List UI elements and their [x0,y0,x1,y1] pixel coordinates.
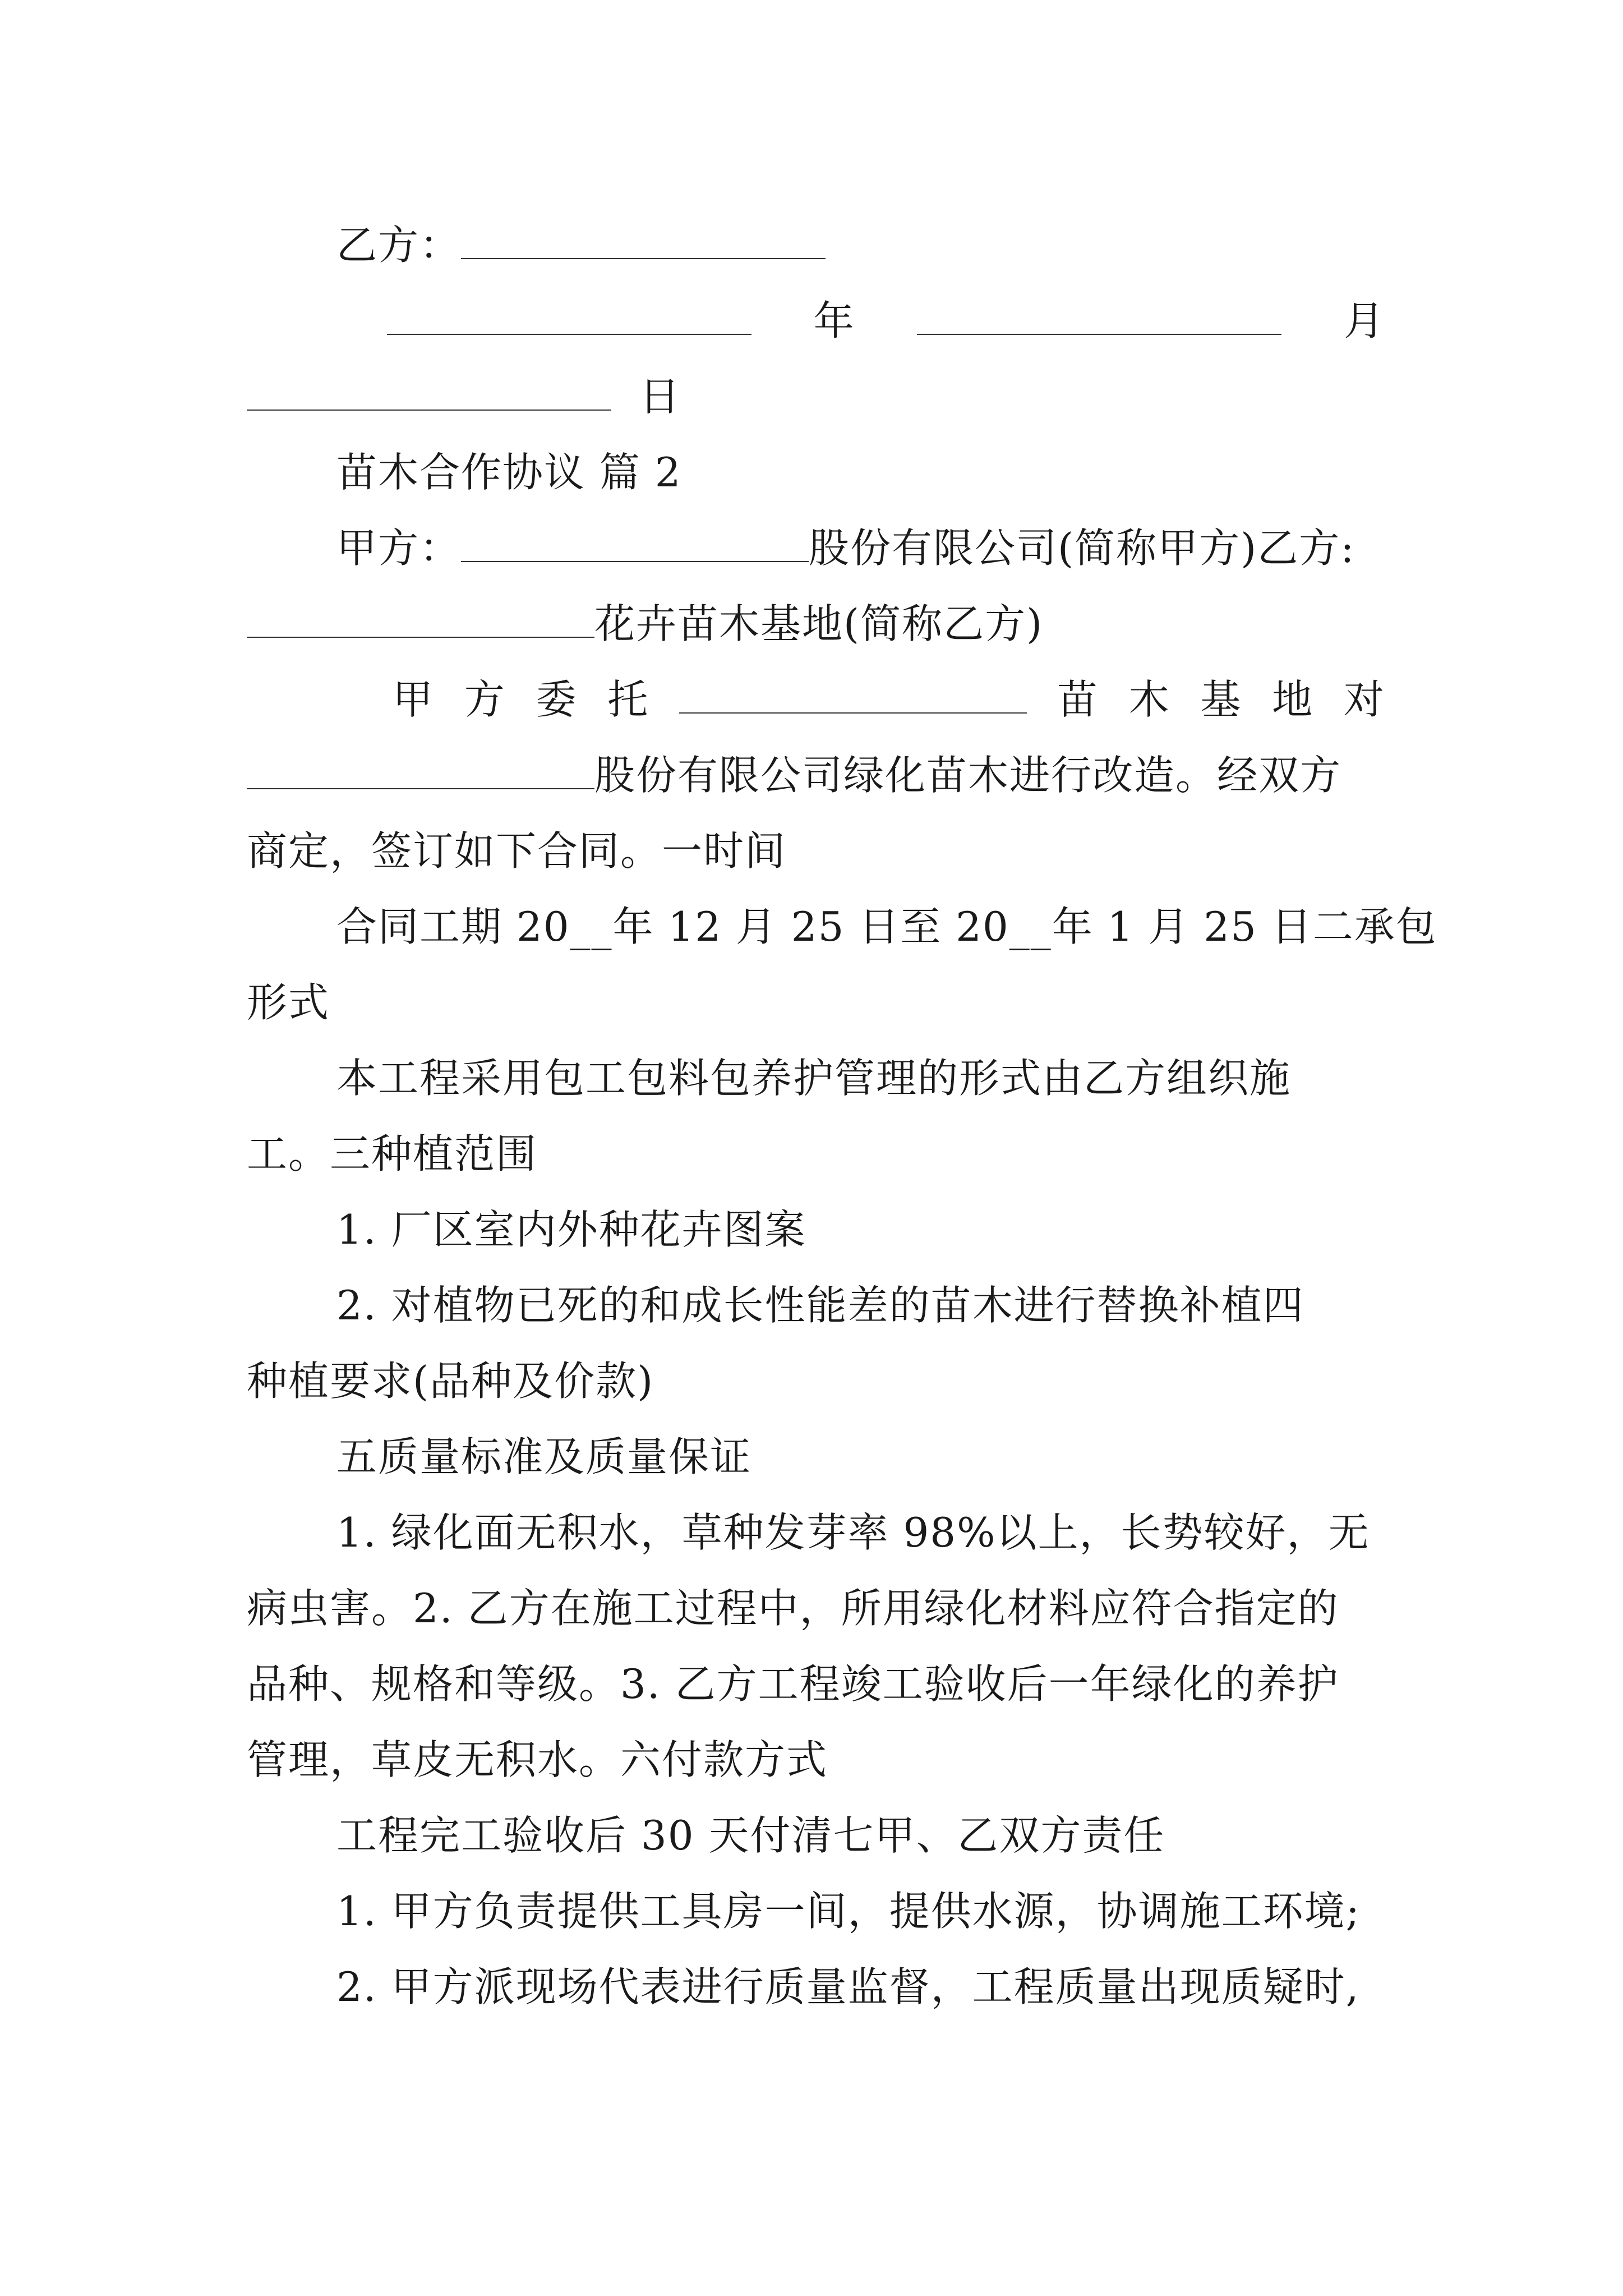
year-blank [387,300,751,335]
base-blank [247,603,594,638]
company-text: 股份有限公司绿化苗木进行改造。经双方 [594,752,1342,799]
line-company [247,744,1385,806]
entrust-char: 苗 [1057,676,1099,723]
base-text: 花卉苗木基地(简称乙方) [594,600,1044,647]
party-a-label: 甲方： [336,524,462,572]
party-a-blank [461,527,809,562]
year-label: 年 [813,297,855,344]
paragraph-line: 工程完工验收后 30 天付清七甲、乙双方责任 [336,1812,1165,1859]
paragraph-line: 种植要求(品种及价款) [247,1358,654,1405]
line-date [387,290,1385,352]
party-b-blank [461,224,826,259]
month-blank [917,300,1281,335]
paragraph-line: 品种、规格和等级。3. 乙方工程竣工验收后一年绿化的养护 [247,1660,1339,1708]
line-party-b [336,214,1385,276]
party-b-label: 乙方： [336,222,462,269]
company-blank [247,754,594,789]
entrust-char: 基 [1200,676,1242,723]
entrust-char: 地 [1272,676,1314,723]
entrust-char: 木 [1128,676,1170,723]
paragraph-line: 五质量标准及质量保证 [336,1433,752,1480]
entrust-blank [679,679,1027,714]
paragraph-line: 病虫害。2. 乙方在施工过程中，所用绿化材料应符合指定的 [247,1585,1339,1632]
entrust-char: 委 [536,676,578,723]
line-entrust [393,669,1385,730]
paragraph-line: 1. 甲方负责提供工具房一间，提供水源，协调施工环境; [336,1888,1361,1935]
paragraph-line: 本工程采用包工包料包养护管理的形式由乙方组织施 [336,1055,1292,1102]
section-title: 苗木合作协议 篇 2 [336,449,682,496]
paragraph-line: 1. 厂区室内外种花卉图案 [336,1206,806,1253]
paragraph-line: 工。三种植范围 [247,1130,538,1177]
day-label: 日 [639,373,681,420]
paragraph-line: 2. 甲方派现场代表进行质量监督，工程质量出现质疑时, [336,1963,1360,2010]
entrust-char: 甲 [393,676,435,723]
party-a-text: 股份有限公司(简称甲方)乙方: [809,524,1355,572]
entrust-char: 方 [464,676,506,723]
entrust-char: 托 [607,676,649,723]
line-day [247,366,1385,427]
paragraph-line: 合同工期 20__年 12 月 25 日至 20__年 1 月 25 日二承包 [336,903,1437,950]
paragraph-line: 管理，草皮无积水。六付款方式 [247,1736,828,1783]
entrust-char: 对 [1343,676,1385,723]
line-party-a [336,517,1385,579]
paragraph-line: 商定，签订如下合同。一时间 [247,827,787,875]
paragraph-line: 1. 绿化面无积水，草种发芽率 98%以上，长势较好，无 [336,1509,1370,1556]
month-label: 月 [1343,297,1385,344]
line-party-b-base [247,593,1385,655]
paragraph-line: 2. 对植物已死的和成长性能差的苗木进行替换补植四 [336,1282,1304,1329]
day-blank [247,376,611,411]
paragraph-line: 形式 [247,979,330,1026]
